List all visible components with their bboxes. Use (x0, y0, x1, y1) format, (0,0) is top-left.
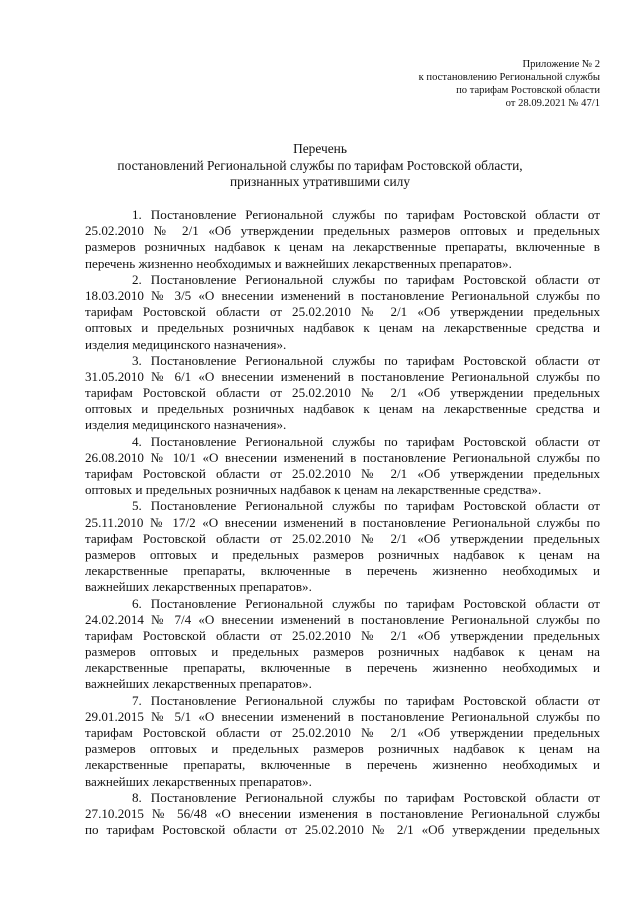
resolutions-list (85, 207, 600, 838)
item-line: размеров оптовых и предельных размеров розничных надбавок к ценам на (85, 546, 600, 562)
item-line: важнейших лекарственных препаратов». (85, 579, 312, 595)
item-line: 24.02.2014 № 7/4 «О внесении изменений в постановление Региональной службы по (85, 611, 600, 627)
item-line: изделия медицинского назначения». (85, 336, 287, 352)
item-line: оптовых и предельных розничных надбавок к ценам на лекарственные средства и (85, 401, 600, 417)
item-line: тарифам Ростовской области от 25.02.2010 № 2/1 «Об утверждении предельных (85, 725, 600, 740)
item-line: 6. Постановление Региональной службы по тарифам Ростовской области от (132, 595, 600, 611)
item-line: 25.11.2010 № 17/2 «О внесении изменений в постановление Региональной службы по (85, 514, 600, 530)
appendix-header (340, 58, 600, 110)
appendix-line-1: Приложение № 2 (522, 59, 600, 70)
item-line: тарифам Ростовской области от 25.02.2010 № 2/1 «Об утверждении предельных (85, 466, 600, 481)
item-line: 1. Постановление Региональной службы по тарифам Ростовской области от (132, 207, 600, 222)
appendix-line-3: по тарифам Ростовской области (456, 85, 600, 96)
item-line: 25.02.2010 № 2/1 «Об утверждении предельных размеров оптовых и предельных (85, 223, 600, 239)
item-line: 5. Постановление Региональной службы по тарифам Ростовской области от (132, 498, 600, 514)
item-line: тарифам Ростовской области от 25.02.2010 № 2/1 «Об утверждении предельных (85, 627, 600, 643)
appendix-line-4: от 28.09.2021 № 47/1 (505, 98, 600, 109)
item-line: тарифам Ростовской области от 25.02.2010 № 2/1 «Об утверждении предельных (85, 304, 600, 320)
item-line: тарифам Ростовской области от 25.02.2010 № 2/1 «Об утверждении предельных (85, 385, 600, 401)
item-line: перечень жизненно необходимых и важнейших лекарственных препаратов». (85, 255, 512, 271)
item-line: 2. Постановление Региональной службы по тарифам Ростовской области от (132, 271, 600, 287)
list-item (85, 352, 600, 434)
item-line: изделия медицинского назначения». (85, 417, 287, 433)
item-line: оптовых и предельных розничных надбавок к ценам на лекарственные средства и (85, 320, 600, 336)
appendix-line-2: к постановлению Региональной службы (418, 72, 600, 83)
item-line: размеров оптовых и предельных размеров розничных надбавок к ценам на (85, 741, 600, 757)
item-line: 4. Постановление Региональной службы по тарифам Ростовской области от (132, 433, 600, 449)
list-item (85, 207, 600, 272)
item-line: по тарифам Ростовской области от 25.02.2010 № 2/1 «Об утверждении предельных (85, 822, 600, 838)
item-line: 31.05.2010 № 6/1 «О внесении изменений в постановление Региональной службы по (85, 368, 600, 384)
title-line-3: признанных утратившими силу (229, 174, 411, 189)
list-item (85, 789, 600, 839)
item-line: лекарственные препараты, включенные в перечень жизненно необходимых и (85, 757, 600, 773)
list-item (85, 498, 600, 595)
item-line: тарифам Ростовской области от 25.02.2010 № 2/1 «Об утверждении предельных (85, 530, 600, 546)
item-line: лекарственные препараты, включенные в перечень жизненно необходимых и (85, 563, 600, 579)
item-line: 29.01.2015 № 5/1 «О внесении изменений в постановление Региональной службы по (85, 708, 600, 724)
list-item (85, 433, 600, 499)
item-line: важнейших лекарственных препаратов». (85, 676, 312, 692)
list-item (85, 271, 600, 353)
item-line: размеров оптовых и предельных размеров розничных надбавок к ценам на (85, 644, 600, 660)
title-line-1: Перечень (293, 141, 347, 156)
item-line: 18.03.2010 № 3/5 «О внесении изменений в постановление Региональной службы по (85, 287, 600, 303)
item-line: 26.08.2010 № 10/1 «О внесении изменений в постановление Региональной службы по (85, 449, 600, 465)
title-line-2: постановлений Региональной службы по тарифам Ростовской области, (117, 157, 523, 173)
item-line: 8. Постановление Региональной службы по тарифам Ростовской области от (132, 789, 600, 805)
item-line: 3. Постановление Региональной службы по тарифам Ростовской области от (132, 352, 600, 368)
item-line: оптовых и предельных розничных надбавок к ценам на лекарственные средства». (85, 482, 542, 498)
item-line: 27.10.2015 № 56/48 «О внесении изменения в постановление Региональной службы (85, 805, 600, 821)
list-item (85, 692, 600, 790)
item-line: лекарственные препараты, включенные в перечень жизненно необходимых и (85, 660, 600, 676)
list-item (85, 595, 600, 693)
item-line: важнейших лекарственных препаратов». (85, 773, 312, 789)
document-title (40, 141, 600, 191)
item-line: размеров розничных надбавок к ценам на лекарственные препараты, включенные в (85, 239, 600, 255)
item-line: 7. Постановление Региональной службы по тарифам Ростовской области от (132, 692, 600, 708)
